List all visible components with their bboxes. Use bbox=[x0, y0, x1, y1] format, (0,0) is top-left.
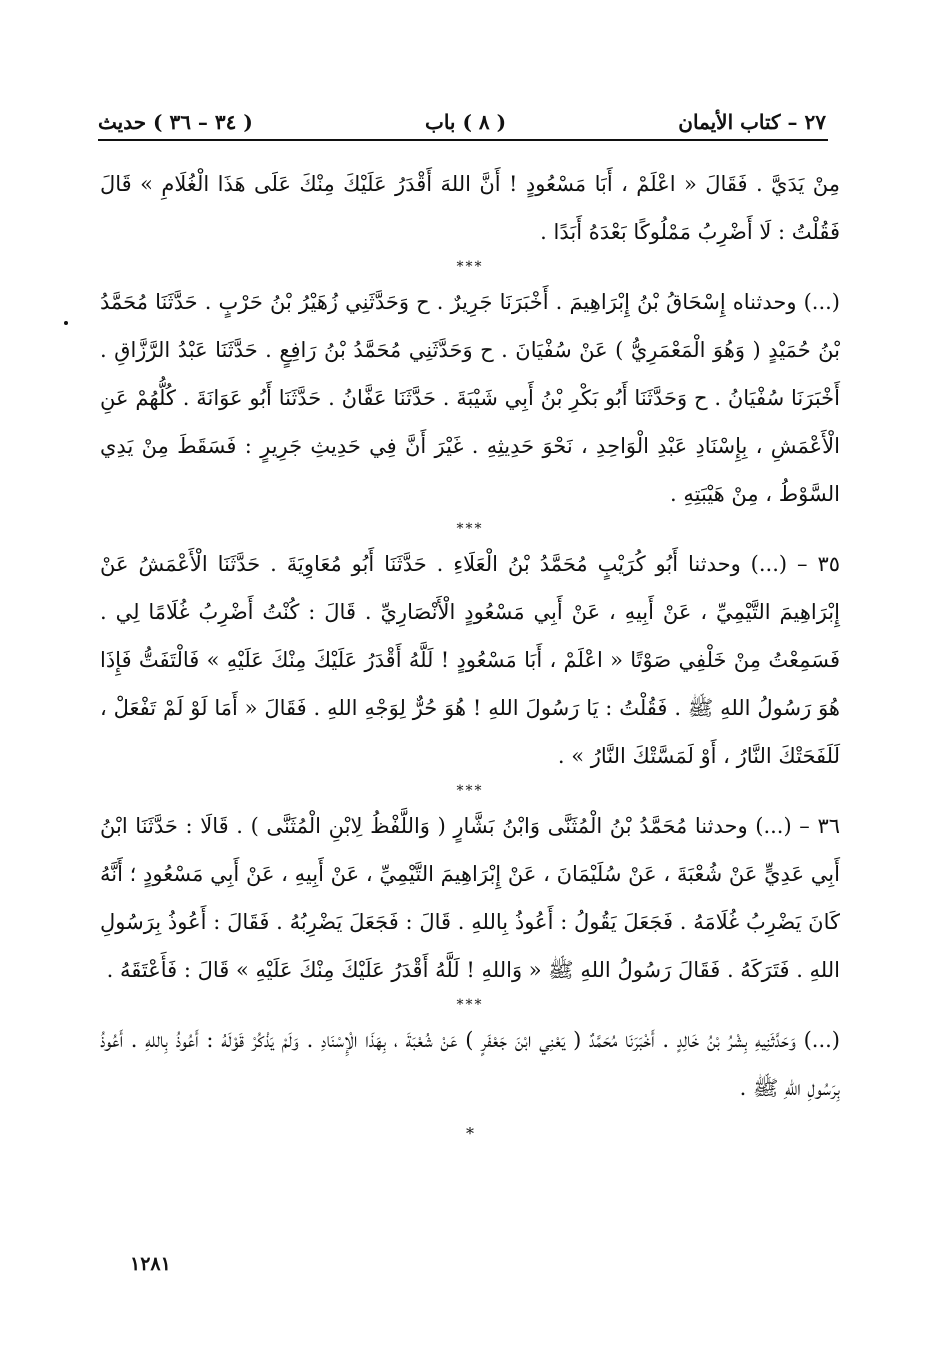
hadith-paragraph-36: ٣٦ – (...) وحدثنا مُحَمَّدُ بْنُ الْمُثَنَّى وَابْنُ بَشَّارٍ ( وَاللَّفْظُ لِابْنِ الْمُثَنَّى ) . قَالَا : حَدَّثَنَا ابْنُ أَبِي عَدِيٍّ عَنْ شُعْبَةَ ، عَنْ سُلَيْمَانَ ، عَنْ إِبْرَاهِيمَ التَّيْمِيِّ ، عَنْ أَبِيهِ ، عَنْ أَبِي مَسْعُودٍ ؛ أَنَّهُ كَانَ يَضْرِبُ غُلَامَهُ . فَجَعَلَ يَقُولُ : أَعُوذُ بِاللهِ . قَالَ : فَجَعَلَ يَضْرِبُهُ . فَقَالَ : أَعُوذُ بِرَسُولِ اللهِ . فَتَرَكَهُ . فَقَالَ رَسُولُ اللهِ ﷺ « وَاللهِ ! لَلَّهُ أَقْدَرُ عَلَيْكَ مِنْكَ عَلَيْهِ » قَالَ : فَأَعْتَقَهُ . bbox=[100, 814, 840, 982]
running-header bbox=[98, 100, 826, 134]
separator-stars: *** bbox=[456, 783, 484, 799]
header-book-title: ٢٧ – كتاب الأيمان bbox=[678, 110, 826, 134]
margin-mark bbox=[64, 321, 68, 325]
hadith-paragraph-1: (...) وحدثناه إِسْحَاقُ بْنُ إِبْرَاهِيمَ . أَخْبَرَنَا جَرِيرٌ . ح وَحَدَّثَنِي زُهَيْرُ بْنُ حَرْبٍ . حَدَّثَنَا مُحَمَّدُ بْنُ حُمَيْدٍ ( وَهُوَ الْمَعْمَرِيُّ ) عَنْ سُفْيَانَ . ح وَحَدَّثَنِي مُحَمَّدُ بْنُ رَافِعٍ . حَدَّثَنَا عَبْدُ الرَّزَّاقِ . أَخْبَرَنَا سُفْيَانُ . ح وَحَدَّثَنَا أَبُو بَكْرِ بْنُ أَبِي شَيْبَةَ . حَدَّثَنَا عَفَّانُ . حَدَّثَنَا أَبُو عَوَانَةَ . كُلُّهُمْ عَنِ الْأَعْمَشِ ، بِإِسْنَادِ عَبْدِ الْوَاحِدِ ، نَحْوَ حَدِيثِهِ . غَيْرَ أَنَّ فِي حَدِيثِ جَرِيرٍ : فَسَقَطَ مِنْ يَدِي السَّوْطُ ، مِنْ هَيْبَتِهِ . bbox=[100, 290, 840, 506]
header-hadith-range: ( ٣٤ – ٣٦ ) حديث bbox=[98, 110, 253, 134]
intro-paragraph: مِنْ يَدَيَّ . فَقَالَ « اعْلَمْ ، أَبَا مَسْعُودٍ ! أَنَّ اللهَ أَقْدَرُ عَلَيْكَ مِنْكَ عَلَى هَذَا الْغُلَامِ » قَالَ فَقُلْتُ : لَا أَضْرِبُ مَمْلُوكًا بَعْدَهُ أَبَدًا . bbox=[100, 172, 840, 244]
hadith-paragraph-4: (...) وَحَدَّثَنِيهِ بِشْرُ بْنُ خَالِدٍ . أَخْبَرَنَا مُحَمَّدٌ ( يَعْنِي ابْنَ جَعْفَرٍ ) عَنْ شُعْبَةَ ، بِهَذَا الْإِسْنَادِ . وَلَمْ يَذْكُرْ قَوْلَهُ : أَعُوذُ بِاللهِ . أَعُوذُ بِرَسُولِ اللهِ ﷺ . bbox=[100, 1028, 841, 1100]
header-rule bbox=[98, 139, 828, 141]
page-number: ١٢٨١ bbox=[130, 1253, 171, 1275]
separator-stars: *** bbox=[456, 521, 484, 537]
hadith-paragraph-35: ٣٥ – (...) وحدثنا أَبُو كُرَيْبٍ مُحَمَّدُ بْنُ الْعَلَاءِ . حَدَّثَنَا أَبُو مُعَاوِيَةَ . حَدَّثَنَا الْأَعْمَشُ عَنْ إِبْرَاهِيمَ التَّيْمِيِّ ، عَنْ أَبِيهِ ، عَنْ أَبِي مَسْعُودٍ الْأَنْصَارِيِّ . قَالَ : كُنْتُ أَضْرِبُ غُلَامًا لِي . فَسَمِعْتُ مِنْ خَلْفِي صَوْتًا « اعْلَمْ ، أَبَا مَسْعُودٍ ! لَلَّهُ أَقْدَرُ عَلَيْكَ مِنْكَ عَلَيْهِ » فَالْتَفَتُّ فَإِذَا هُوَ رَسُولُ اللهِ ﷺ . فَقُلْتُ : يَا رَسُولَ اللهِ ! هُوَ حُرٌّ لِوَجْهِ اللهِ . فَقَالَ « أَمَا لَوْ لَمْ تَفْعَلْ ، لَلَفَحَتْكَ النَّارُ ، أَوْ لَمَسَّتْكَ النَّارُ » . bbox=[100, 552, 840, 768]
separator-stars: *** bbox=[456, 997, 484, 1013]
header-chapter: ( ٨ ) باب bbox=[425, 110, 507, 134]
page-body bbox=[100, 160, 840, 1142]
end-ornament: * bbox=[466, 1124, 474, 1143]
separator-stars: *** bbox=[456, 259, 484, 275]
